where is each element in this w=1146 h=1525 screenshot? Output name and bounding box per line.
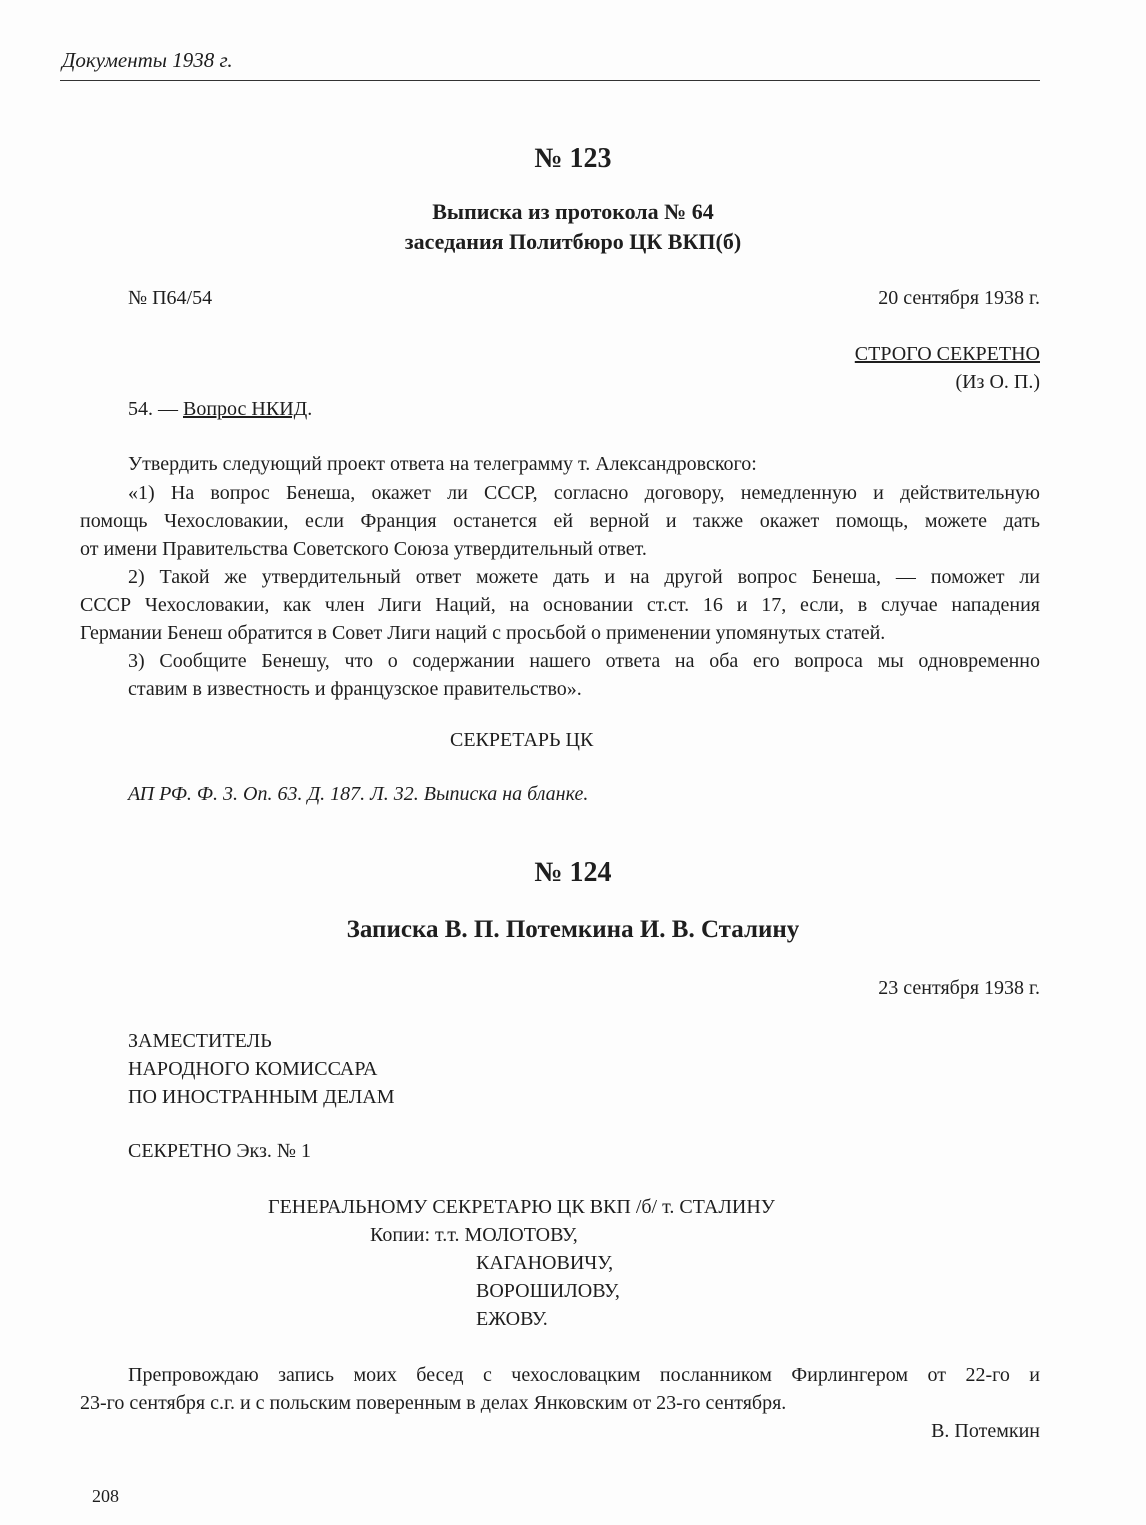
- doc123-body-line: Утвердить следующий проект ответа на телеграмму т. Александровского:: [128, 453, 757, 475]
- item-prefix: 54. —: [128, 398, 183, 420]
- doc123-body-line: 3) Сообщите Бенешу, что о содержании нашего ответа на оба его вопроса мы одновременно: [128, 650, 1040, 672]
- doc123-body-line: от имени Правительства Советского Союза утвердительный ответ.: [80, 538, 647, 560]
- doc124-classification: СЕКРЕТНО Экз. № 1: [128, 1140, 311, 1162]
- doc124-sender-line: ПО ИНОСТРАННЫМ ДЕЛАМ: [128, 1086, 395, 1108]
- doc123-signature: СЕКРЕТАРЬ ЦК: [450, 729, 594, 751]
- doc124-copy: ЕЖОВУ.: [476, 1308, 548, 1330]
- doc123-archive-ref: АП РФ. Ф. 3. Оп. 63. Д. 187. Л. 32. Выписка на бланке.: [128, 783, 589, 805]
- doc123-body-line: Германии Бенеш обратится в Совет Лиги наций с просьбой о применении упомянутых статей.: [80, 622, 886, 644]
- doc124-body-line: Препровождаю запись моих бесед с чехословацким посланником Фирлингером от 22-го и: [128, 1364, 1040, 1386]
- doc123-title-1: Выписка из протокола № 64: [432, 199, 714, 224]
- running-header: Документы 1938 г.: [62, 48, 233, 72]
- doc124-body-line: 23-го сентября с.г. и с польским поверенным в делах Янковским от 23-го сентября.: [80, 1392, 787, 1414]
- doc123-body-line: ставим в известность и французское правительство».: [128, 678, 582, 700]
- header-rule: [60, 80, 1040, 81]
- doc124-copies-label: Копии: т.т. МОЛОТОВУ,: [370, 1224, 578, 1246]
- doc123-body-line: 2) Такой же утвердительный ответ можете дать и на другой вопрос Бенеша, — поможет ли: [128, 566, 1040, 588]
- item-suffix: .: [307, 398, 313, 420]
- doc124-copy: КАГАНОВИЧУ,: [476, 1252, 614, 1274]
- doc123-body-line: СССР Чехословакии, как член Лиги Наций, на основании ст.ст. 16 и 17, если, в случае нападения: [80, 594, 1040, 616]
- doc123-number: № 123: [534, 143, 612, 174]
- doc123-classification: СТРОГО СЕКРЕТНО: [854, 343, 1040, 365]
- doc123-body-line: помощь Чехословакии, если Франция останется ей верной и также окажет помощь, можете дать: [80, 510, 1040, 532]
- doc124-addressee: ГЕНЕРАЛЬНОМУ СЕКРЕТАРЮ ЦК ВКП /б/ т. СТАЛИНУ: [268, 1196, 775, 1218]
- doc124-sender-line: НАРОДНОГО КОМИССАРА: [128, 1058, 378, 1080]
- doc123-title-2: заседания Политбюро ЦК ВКП(б): [404, 229, 742, 254]
- doc124-signature: В. Потемкин: [931, 1420, 1040, 1442]
- doc124-sender-line: ЗАМЕСТИТЕЛЬ: [128, 1030, 272, 1052]
- doc123-source-note: (Из О. П.): [955, 371, 1040, 393]
- doc123-body-line: «1) На вопрос Бенеша, окажет ли СССР, согласно договору, немедленную и действительную: [128, 482, 1040, 504]
- doc123-ref: № П64/54: [128, 287, 213, 309]
- doc124-copy: ВОРОШИЛОВУ,: [476, 1280, 620, 1302]
- doc124-date: 23 сентября 1938 г.: [878, 977, 1040, 999]
- doc123-date: 20 сентября 1938 г.: [878, 287, 1040, 309]
- item-title: Вопрос НКИД: [183, 398, 308, 420]
- doc123-item: [128, 397, 312, 421]
- doc124-title: Записка В. П. Потемкина И. В. Сталину: [346, 916, 800, 943]
- page-number: 208: [92, 1486, 119, 1506]
- doc124-number: № 124: [534, 857, 612, 888]
